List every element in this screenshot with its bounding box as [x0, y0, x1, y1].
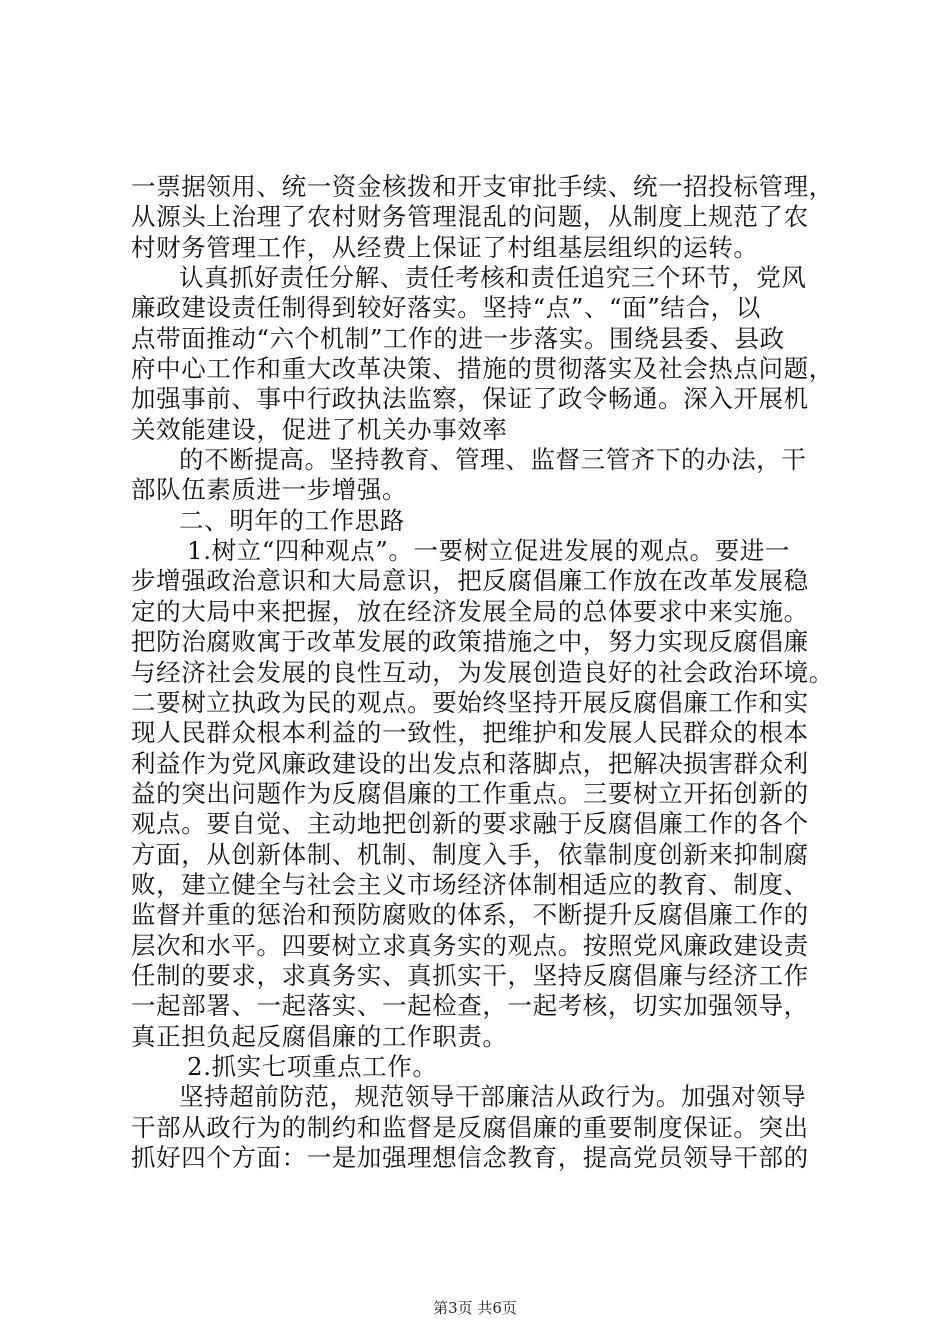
- document-body: [131, 172, 851, 1173]
- text-line: 把防治腐败寓于改革发展的政策措施之中，努力实现反腐倡廉: [131, 627, 809, 657]
- section-heading: 二、明年的工作思路: [179, 505, 405, 535]
- text-line: 点带面推动“六个机制”工作的进一步落实。围绕县委、县政: [131, 323, 785, 353]
- text-line: 府中心工作和重大改革决策、措施的贯彻落实及社会热点问题，: [131, 354, 834, 384]
- text-line: 部队伍素质进一步增强。: [131, 475, 408, 505]
- text-line: 一票据领用、统一资金核拨和开支审批手续、统一招投标管理，: [131, 172, 834, 201]
- text-line: 现人民群众根本利益的一致性，把维护和发展人民群众的根本: [131, 718, 809, 748]
- paragraph-start-line: 认真抓好责任分解、责任考核和责任追究三个环节，党风: [179, 263, 807, 293]
- text-line: 益的突出问题作为反腐倡廉的工作重点。三要树立开拓创新的: [131, 778, 809, 808]
- text-line: 层次和水平。四要树立求真务实的观点。按照党风廉政建设责: [131, 930, 809, 960]
- text-line: 干部从政行为的制约和监督是反腐倡廉的重要制度保证。突出: [131, 1112, 809, 1142]
- text-line: 抓好四个方面：一是加强理想信念教育，提高党员领导干部的: [131, 1143, 809, 1172]
- text-line: 定的大局中来把握，放在经济发展全局的总体要求中来实施。: [131, 596, 809, 626]
- text-line: 步增强政治意识和大局意识，把反腐倡廉工作放在改革发展稳: [131, 566, 809, 596]
- page-number-footer: 第3页 共6页: [433, 1299, 517, 1317]
- text-line: 真正担负起反腐倡廉的工作职责。: [131, 1021, 508, 1051]
- text-line: 一起部署、一起落实、一起检查，一起考核，切实加强领导，: [131, 991, 809, 1021]
- subsection-heading: 2.抓实七项重点工作。: [187, 1051, 438, 1081]
- text-line: 加强事前、事中行政执法监察，保证了政令畅通。深入开展机: [131, 384, 809, 414]
- text-line: 廉政建设责任制得到较好落实。坚持“点”、“面”结合，以: [131, 293, 761, 323]
- text-line: 关效能建设，促进了机关办事效率: [131, 414, 508, 444]
- text-line: 败，建立健全与社会主义市场经济体制相适应的教育、制度、: [131, 869, 809, 899]
- text-line: 利益作为党风廉政建设的出发点和落脚点，把解决损害群众利: [131, 748, 809, 778]
- text-line: 任制的要求，求真务实、真抓实干，坚持反腐倡廉与经济工作: [131, 960, 809, 990]
- text-line: 二要树立执政为民的观点。要始终坚持开展反腐倡廉工作和实: [131, 687, 809, 717]
- text-line: 从源头上治理了农村财务管理混乱的问题，从制度上规范了农: [131, 202, 809, 232]
- text-line: 方面，从创新体制、机制、制度入手，依靠制度创新来抑制腐: [131, 839, 809, 869]
- text-line: 监督并重的惩治和预防腐败的体系，不断提升反腐倡廉工作的: [131, 900, 809, 930]
- text-line: 与经济社会发展的良性互动，为发展创造良好的社会政治环境。: [131, 657, 834, 687]
- text-line: 村财务管理工作，从经费上保证了村组基层组织的运转。: [131, 232, 759, 262]
- subsection-heading-line: 1.树立“四种观点”。一要树立促进发展的观点。要进一: [187, 536, 791, 566]
- paragraph-start-line: 的不断提高。坚持教育、管理、监督三管齐下的办法，干: [179, 445, 807, 475]
- paragraph-start-line: 坚持超前防范，规范领导干部廉洁从政行为。加强对领导: [179, 1082, 807, 1112]
- text-line: 观点。要自觉、主动地把创新的要求融于反腐倡廉工作的各个: [131, 809, 809, 839]
